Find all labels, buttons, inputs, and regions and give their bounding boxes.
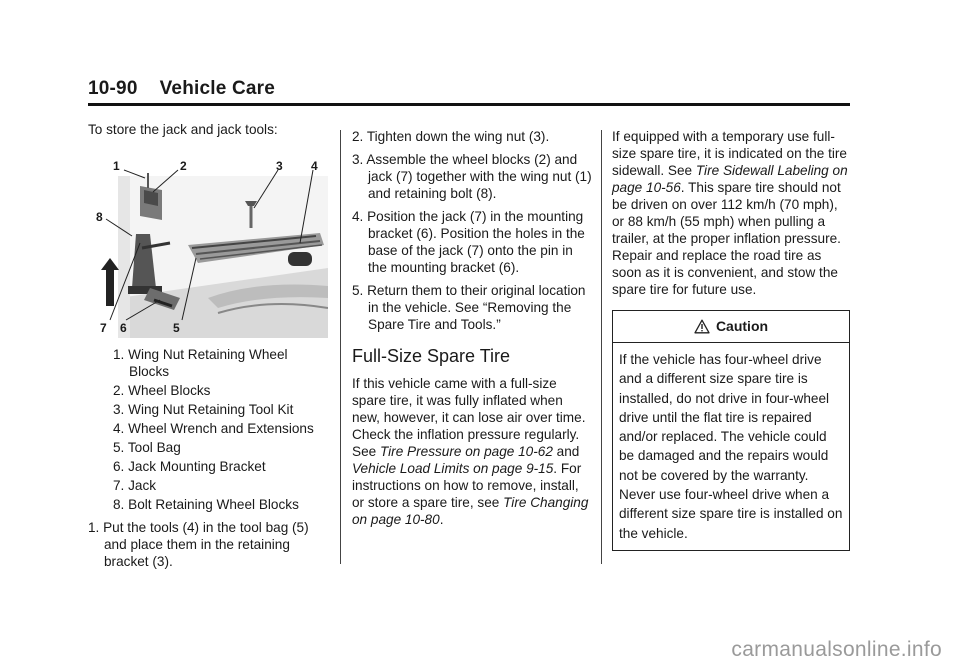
column-divider (340, 130, 341, 564)
steps-list (88, 519, 330, 570)
caution-box (612, 310, 850, 551)
cross-reference-link: Tire Pressure on page 10-62 (379, 444, 553, 459)
legend-item: 1. Wing Nut Retaining Wheel Blocks (113, 347, 288, 379)
intro-text: To store the jack and jack tools: (88, 122, 278, 137)
caution-header (613, 311, 849, 343)
steps-list (352, 128, 592, 333)
callout-8: 8 (96, 210, 103, 224)
caution-text: If the vehicle has four-wheel drive and a different size spare tire is installed, do not drive in four-wheel drive until the flat tire is repaired and/or replaced. The vehicle could be damaged and the repairs would not be covered by the warranty. Never use four-wheel drive when a different size spare tire is installed on the vehicle. (619, 352, 843, 541)
caution-title: Caution (715, 318, 769, 334)
cross-reference-link: Tire Changing on page 10-80 (352, 495, 589, 527)
caution-triangle-icon (694, 319, 710, 334)
cross-reference-link: Tire Sidewall Labeling on page 10-56 (612, 163, 848, 195)
legend-item: 3. Wing Nut Retaining Tool Kit (113, 402, 294, 417)
page-title: Vehicle Care (159, 78, 276, 99)
page-header (88, 78, 275, 100)
step-5: 5. Return them to their original location in the vehicle. See “Removing the Spare Tire and Tools.” (352, 283, 586, 332)
column-left (88, 121, 330, 570)
callout-5: 5 (173, 321, 180, 335)
header-rule (88, 103, 850, 106)
legend-item: 8. Bolt Retaining Wheel Blocks (113, 497, 299, 512)
step-2: 2. Tighten down the wing nut (3). (352, 129, 550, 144)
cross-reference-link: Vehicle Load Limits on page 9-15 (352, 461, 554, 476)
step-3: 3. Assemble the wheel blocks (2) and jack (7) together with the wing nut (1) and retaining bolt (8). (352, 152, 592, 201)
callout-1: 1 (113, 159, 120, 173)
watermark: carmanualsonline.info (731, 638, 942, 661)
legend-item: 7. Jack (113, 478, 157, 493)
callout-7: 7 (100, 321, 107, 335)
callout-6: 6 (120, 321, 127, 335)
column-middle (352, 128, 592, 528)
column-right (612, 128, 850, 551)
callout-2: 2 (180, 159, 187, 173)
jack-storage-illustration (88, 148, 328, 338)
callout-4: 4 (311, 159, 318, 173)
jack-diagram-drawing (88, 148, 328, 338)
legend-item: 6. Jack Mounting Bracket (113, 459, 266, 474)
temporary-spare-paragraph: If equipped with a temporary use full-size spare tire, it is indicated on the tire sidewall. See Tire Sidewall Labeling on page 10-56. This spare tire should not be driven on over 112 km/h (70 mph), or 88 km/h (55 mph) when pulling a trailer, at the proper inflation pressure. Repair and replace the road tire as soon as it is convenient, and stow the spare tire for future use. (612, 129, 848, 297)
legend-item: 2. Wheel Blocks (113, 383, 211, 398)
spare-tire-paragraph: If this vehicle came with a full-size spare tire, it was fully inflated when new, however, it can lose air over time. Check the inflation pressure regularly. See Tire Pressure on page 10-62 and Vehicle Load Limits on page 9-15. For instructions on how to remove, install, or store a spare tire, see Tire Changing on page 10-80. (352, 376, 589, 527)
legend-item: 4. Wheel Wrench and Extensions (113, 421, 314, 436)
figure-legend (88, 346, 330, 513)
step-4: 4. Position the jack (7) in the mounting bracket (6). Position the holes in the base of the jack (7) onto the pin in the mounting bracket (6). (352, 209, 585, 275)
page-number: 10-90 (88, 78, 138, 99)
legend-item: 5. Tool Bag (113, 440, 181, 455)
column-divider (601, 130, 602, 564)
callout-3: 3 (276, 159, 283, 173)
section-heading: Full-Size Spare Tire (352, 346, 511, 366)
step-1: 1. Put the tools (4) in the tool bag (5) and place them in the retaining bracket (3). (88, 520, 309, 569)
